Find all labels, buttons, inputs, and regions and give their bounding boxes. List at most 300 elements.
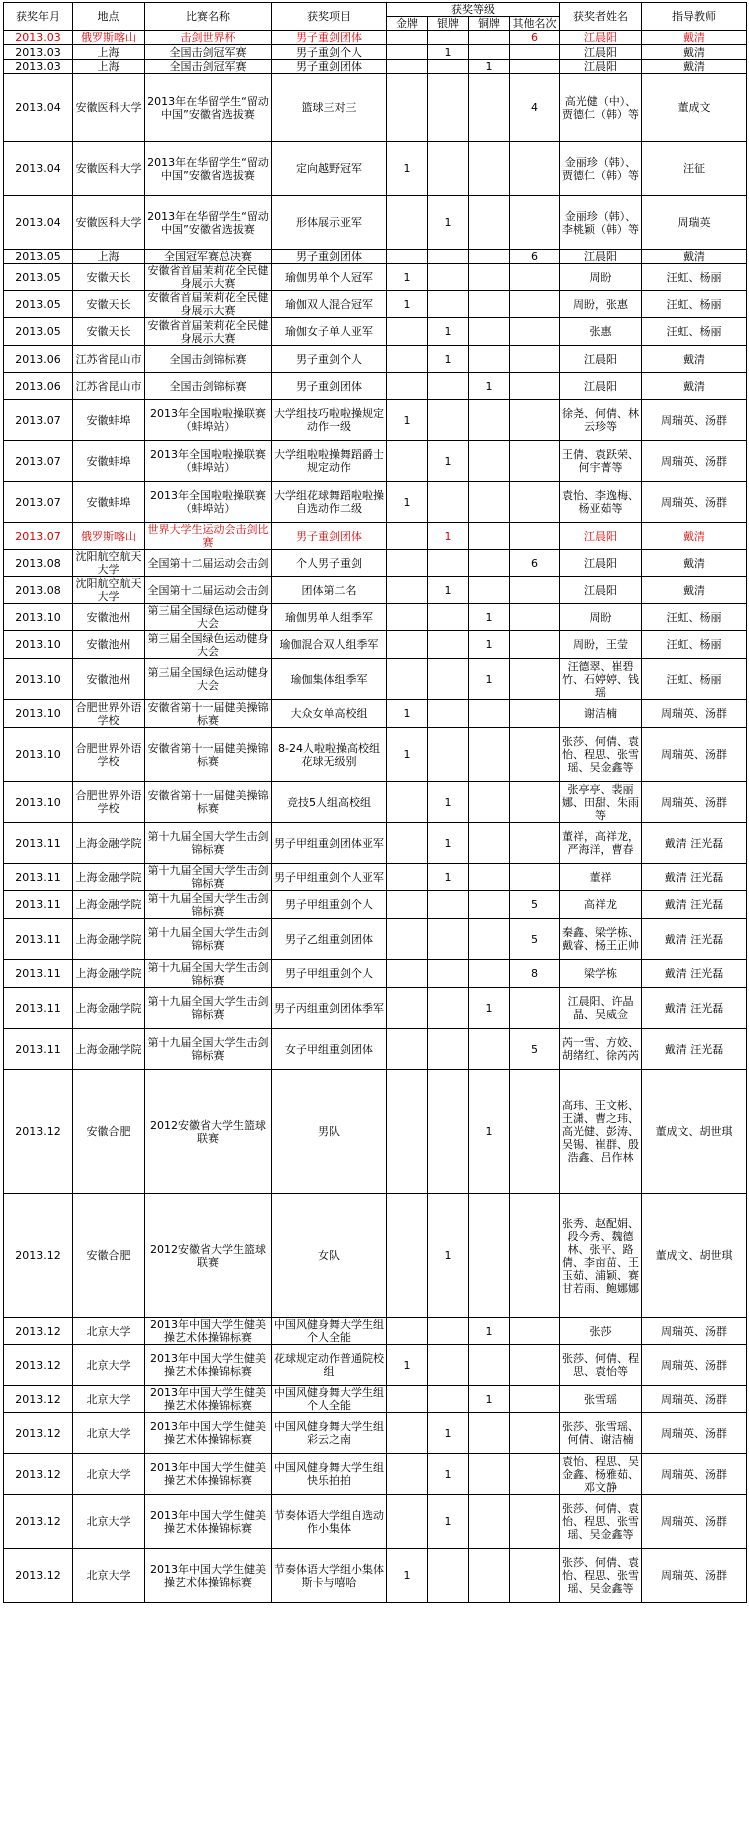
cell-gold (387, 1386, 428, 1413)
cell-other (510, 1318, 560, 1345)
cell-item: 大学组花球舞蹈啦啦操自选动作二级 (272, 482, 387, 523)
cell-date: 2013.11 (4, 960, 73, 988)
cell-place: 安徽合肥 (73, 1194, 145, 1318)
cell-event: 全国击剑冠军赛 (145, 45, 272, 60)
award-rows (4, 31, 747, 1603)
cell-winner: 江晨阳 (560, 45, 642, 60)
cell-coach: 汪虹、杨丽 (642, 318, 747, 346)
cell-gold (387, 988, 428, 1029)
cell-winner: 张莎 (560, 1318, 642, 1345)
cell-item: 男子甲组重剑团体亚军 (272, 823, 387, 864)
cell-winner: 周盼 (560, 604, 642, 631)
cell-bronze: 1 (469, 659, 510, 700)
header-coach: 指导教师 (642, 3, 747, 31)
cell-other: 8 (510, 960, 560, 988)
cell-winner: 周盼，张惠 (560, 291, 642, 318)
cell-bronze: 1 (469, 60, 510, 74)
cell-bronze (469, 891, 510, 919)
cell-place: 上海金融学院 (73, 891, 145, 919)
cell-silver (428, 250, 469, 264)
cell-item: 瑜伽男单人组季军 (272, 604, 387, 631)
cell-date: 2013.07 (4, 523, 73, 550)
cell-bronze (469, 1495, 510, 1549)
cell-place: 北京大学 (73, 1386, 145, 1413)
cell-other (510, 45, 560, 60)
cell-other: 6 (510, 31, 560, 45)
cell-coach: 周瑞英、汤群 (642, 1318, 747, 1345)
cell-place: 合肥世界外语学校 (73, 728, 145, 782)
header-event: 比赛名称 (145, 3, 272, 31)
cell-item: 节奏体语大学组小集体斯卡与嘻哈 (272, 1549, 387, 1603)
cell-place: 合肥世界外语学校 (73, 782, 145, 823)
cell-silver (428, 1029, 469, 1070)
cell-silver: 1 (428, 1495, 469, 1549)
cell-item: 中国风健身舞大学生组个人全能 (272, 1386, 387, 1413)
cell-winner: 江晨阳 (560, 346, 642, 373)
cell-date: 2013.12 (4, 1386, 73, 1413)
cell-item: 瑜伽男单个人冠军 (272, 264, 387, 291)
cell-winner: 江晨阳 (560, 373, 642, 400)
cell-gold (387, 250, 428, 264)
cell-event: 全国击剑锦标赛 (145, 373, 272, 400)
cell-event: 2013年在华留学生“留动中国”安徽省选拔赛 (145, 196, 272, 250)
cell-bronze (469, 523, 510, 550)
cell-place: 安徽蚌埠 (73, 441, 145, 482)
cell-winner: 袁怡、李逸梅、杨亚茹等 (560, 482, 642, 523)
cell-silver (428, 373, 469, 400)
cell-item: 男子重剑团体 (272, 31, 387, 45)
cell-event: 全国击剑锦标赛 (145, 346, 272, 373)
cell-bronze (469, 864, 510, 891)
cell-place: 上海金融学院 (73, 919, 145, 960)
table-row (4, 60, 747, 74)
cell-event: 安徽省首届茉莉花全民健身展示大赛 (145, 291, 272, 318)
cell-place: 江苏省昆山市 (73, 346, 145, 373)
table-row (4, 782, 747, 823)
cell-gold (387, 441, 428, 482)
table-row (4, 604, 747, 631)
cell-coach: 戴清 汪光磊 (642, 1029, 747, 1070)
cell-bronze: 1 (469, 373, 510, 400)
cell-silver (428, 60, 469, 74)
cell-gold (387, 31, 428, 45)
cell-gold (387, 60, 428, 74)
table-row (4, 400, 747, 441)
cell-gold: 1 (387, 1549, 428, 1603)
cell-item: 女队 (272, 1194, 387, 1318)
cell-item: 中国风健身舞大学生组彩云之南 (272, 1413, 387, 1454)
cell-place: 安徽医科大学 (73, 196, 145, 250)
cell-item: 男子丙组重剑团体季军 (272, 988, 387, 1029)
cell-coach: 戴清 (642, 45, 747, 60)
cell-other (510, 700, 560, 728)
cell-item: 男子甲组重剑个人 (272, 891, 387, 919)
table-row (4, 45, 747, 60)
cell-place: 安徽池州 (73, 604, 145, 631)
cell-other (510, 988, 560, 1029)
cell-item: 团体第二名 (272, 577, 387, 604)
cell-winner: 江晨阳、许晶晶、吴威佥 (560, 988, 642, 1029)
cell-gold (387, 1454, 428, 1495)
cell-date: 2013.06 (4, 373, 73, 400)
table-row (4, 74, 747, 142)
cell-bronze (469, 1454, 510, 1495)
cell-item: 大众女单高校组 (272, 700, 387, 728)
cell-event: 第十九届全国大学生击剑锦标赛 (145, 823, 272, 864)
cell-event: 2013年全国啦啦操联赛（蚌埠站） (145, 400, 272, 441)
cell-place: 俄罗斯喀山 (73, 523, 145, 550)
cell-date: 2013.12 (4, 1413, 73, 1454)
cell-date: 2013.03 (4, 60, 73, 74)
cell-silver: 1 (428, 1194, 469, 1318)
cell-date: 2013.10 (4, 659, 73, 700)
cell-winner: 董祥 (560, 864, 642, 891)
cell-event: 2013年中国大学生健美操艺术体操锦标赛 (145, 1495, 272, 1549)
cell-event: 第三届全国绿色运动健身大会 (145, 604, 272, 631)
cell-winner: 高光健（中）、贾德仁（韩）等 (560, 74, 642, 142)
cell-winner: 张莎、何倩、袁怡、程思、张雪瑶、吴金鑫等 (560, 728, 642, 782)
cell-place: 安徽蚌埠 (73, 482, 145, 523)
header-silver: 银牌 (428, 17, 469, 31)
cell-place: 上海金融学院 (73, 960, 145, 988)
cell-event: 全国第十二届运动会击剑 (145, 550, 272, 577)
cell-gold: 1 (387, 482, 428, 523)
cell-date: 2013.05 (4, 291, 73, 318)
table-row (4, 1318, 747, 1345)
cell-coach: 戴清 (642, 577, 747, 604)
cell-event: 世界大学生运动会击剑比赛 (145, 523, 272, 550)
cell-event: 安徽省第十一届健美操锦标赛 (145, 782, 272, 823)
cell-gold: 1 (387, 400, 428, 441)
cell-other (510, 1495, 560, 1549)
table-row (4, 523, 747, 550)
table-row (4, 1029, 747, 1070)
table-row (4, 1070, 747, 1194)
cell-bronze (469, 1345, 510, 1386)
cell-event: 第十九届全国大学生击剑锦标赛 (145, 1029, 272, 1070)
cell-gold (387, 523, 428, 550)
cell-winner: 江晨阳 (560, 577, 642, 604)
header-place: 地点 (73, 3, 145, 31)
cell-date: 2013.07 (4, 482, 73, 523)
header-other: 其他名次 (510, 17, 560, 31)
cell-other (510, 604, 560, 631)
cell-coach: 汪虹、杨丽 (642, 659, 747, 700)
cell-other (510, 142, 560, 196)
cell-place: 安徽天长 (73, 291, 145, 318)
cell-other (510, 373, 560, 400)
cell-silver (428, 31, 469, 45)
cell-coach: 戴清 汪光磊 (642, 891, 747, 919)
cell-bronze (469, 74, 510, 142)
cell-other (510, 864, 560, 891)
cell-place: 安徽合肥 (73, 1070, 145, 1194)
cell-gold: 1 (387, 291, 428, 318)
cell-item: 大学组啦啦操舞蹈爵士规定动作 (272, 441, 387, 482)
table-row (4, 631, 747, 659)
cell-coach: 汪虹、杨丽 (642, 604, 747, 631)
cell-winner: 徐尧、何倩、林云珍等 (560, 400, 642, 441)
cell-item: 竞技5人组高校组 (272, 782, 387, 823)
cell-silver: 1 (428, 346, 469, 373)
cell-event: 安徽省首届茉莉花全民健身展示大赛 (145, 264, 272, 291)
cell-date: 2013.11 (4, 988, 73, 1029)
cell-other (510, 196, 560, 250)
cell-silver (428, 550, 469, 577)
cell-date: 2013.11 (4, 864, 73, 891)
cell-bronze (469, 441, 510, 482)
cell-coach: 周瑞英、汤群 (642, 1413, 747, 1454)
cell-event: 第十九届全国大学生击剑锦标赛 (145, 891, 272, 919)
cell-bronze: 1 (469, 988, 510, 1029)
cell-bronze (469, 45, 510, 60)
cell-winner: 秦鑫、梁学栋、戴睿、杨王正帅 (560, 919, 642, 960)
cell-item: 男子甲组重剑个人 (272, 960, 387, 988)
cell-bronze: 1 (469, 1318, 510, 1345)
cell-item: 篮球三对三 (272, 74, 387, 142)
cell-date: 2013.12 (4, 1549, 73, 1603)
cell-bronze (469, 577, 510, 604)
table-row (4, 577, 747, 604)
cell-item: 8-24人啦啦操高校组花球无级别 (272, 728, 387, 782)
cell-place: 江苏省昆山市 (73, 373, 145, 400)
cell-item: 瑜伽集体组季军 (272, 659, 387, 700)
cell-date: 2013.12 (4, 1495, 73, 1549)
cell-date: 2013.11 (4, 823, 73, 864)
cell-date: 2013.12 (4, 1194, 73, 1318)
cell-event: 第三届全国绿色运动健身大会 (145, 659, 272, 700)
cell-bronze (469, 142, 510, 196)
cell-other: 5 (510, 891, 560, 919)
cell-winner: 张雪瑶 (560, 1386, 642, 1413)
cell-silver: 1 (428, 1454, 469, 1495)
cell-winner: 张莎、何倩、袁怡、程思、张雪瑶、吴金鑫等 (560, 1495, 642, 1549)
cell-winner: 张惠 (560, 318, 642, 346)
cell-winner: 金丽珍（韩）、贾德仁（韩）等 (560, 142, 642, 196)
cell-other (510, 441, 560, 482)
cell-date: 2013.05 (4, 250, 73, 264)
cell-other (510, 1194, 560, 1318)
cell-gold (387, 919, 428, 960)
cell-item: 男子重剑团体 (272, 250, 387, 264)
cell-coach: 董成文、胡世琪 (642, 1194, 747, 1318)
cell-coach: 周瑞英、汤群 (642, 482, 747, 523)
cell-event: 全国冠军赛总决赛 (145, 250, 272, 264)
cell-silver (428, 400, 469, 441)
cell-winner: 芮一雪、方姣、胡绪红、徐芮芮 (560, 1029, 642, 1070)
cell-coach: 戴清 (642, 60, 747, 74)
cell-silver: 1 (428, 864, 469, 891)
cell-gold (387, 960, 428, 988)
cell-other (510, 1345, 560, 1386)
cell-gold (387, 823, 428, 864)
cell-date: 2013.04 (4, 196, 73, 250)
cell-silver (428, 891, 469, 919)
cell-place: 沈阳航空航天大学 (73, 577, 145, 604)
cell-date: 2013.04 (4, 74, 73, 142)
cell-coach: 周瑞英、汤群 (642, 400, 747, 441)
cell-place: 安徽池州 (73, 631, 145, 659)
cell-place: 北京大学 (73, 1454, 145, 1495)
cell-winner: 周盼，王莹 (560, 631, 642, 659)
table-row (4, 1549, 747, 1603)
cell-winner: 江晨阳 (560, 250, 642, 264)
table-row (4, 728, 747, 782)
cell-other (510, 1454, 560, 1495)
cell-bronze (469, 782, 510, 823)
header-date: 获奖年月 (4, 3, 73, 31)
cell-bronze: 1 (469, 1070, 510, 1194)
cell-gold (387, 45, 428, 60)
cell-coach: 周瑞英 (642, 196, 747, 250)
cell-silver (428, 631, 469, 659)
cell-coach: 戴清 (642, 31, 747, 45)
cell-bronze (469, 318, 510, 346)
cell-silver: 1 (428, 823, 469, 864)
cell-event: 第十九届全国大学生击剑锦标赛 (145, 919, 272, 960)
cell-date: 2013.11 (4, 919, 73, 960)
cell-gold (387, 550, 428, 577)
table-row (4, 659, 747, 700)
table-row (4, 31, 747, 45)
cell-event: 击剑世界杯 (145, 31, 272, 45)
cell-date: 2013.12 (4, 1318, 73, 1345)
cell-date: 2013.12 (4, 1454, 73, 1495)
cell-silver (428, 1345, 469, 1386)
cell-place: 安徽医科大学 (73, 142, 145, 196)
cell-item: 个人男子重剑 (272, 550, 387, 577)
cell-bronze (469, 550, 510, 577)
table-row (4, 346, 747, 373)
cell-silver (428, 482, 469, 523)
cell-bronze (469, 1549, 510, 1603)
cell-bronze (469, 919, 510, 960)
cell-place: 安徽天长 (73, 264, 145, 291)
cell-event: 第三届全国绿色运动健身大会 (145, 631, 272, 659)
cell-item: 男子重剑团体 (272, 523, 387, 550)
cell-coach: 周瑞英、汤群 (642, 1495, 747, 1549)
cell-other (510, 1413, 560, 1454)
cell-place: 安徽蚌埠 (73, 400, 145, 441)
cell-date: 2013.10 (4, 782, 73, 823)
cell-other (510, 728, 560, 782)
cell-silver: 1 (428, 782, 469, 823)
cell-event: 第十九届全国大学生击剑锦标赛 (145, 864, 272, 891)
cell-winner: 汪德翠、崔碧竹、石婷婷、钱瑶 (560, 659, 642, 700)
cell-silver (428, 960, 469, 988)
table-row (4, 142, 747, 196)
table-row (4, 1386, 747, 1413)
table-row (4, 1495, 747, 1549)
cell-coach: 周瑞英、汤群 (642, 1549, 747, 1603)
cell-silver: 1 (428, 196, 469, 250)
cell-gold (387, 604, 428, 631)
cell-winner: 张秀、赵配娟、段今秀、魏德林、张平、路倩、李亩苗、王玉茹、浦颖、赛甘若雨、鲍娜娜 (560, 1194, 642, 1318)
cell-place: 上海金融学院 (73, 988, 145, 1029)
cell-coach: 戴清 (642, 373, 747, 400)
cell-silver: 1 (428, 441, 469, 482)
cell-silver (428, 604, 469, 631)
cell-place: 安徽天长 (73, 318, 145, 346)
cell-silver (428, 264, 469, 291)
cell-silver (428, 1318, 469, 1345)
table-row (4, 919, 747, 960)
table-row (4, 482, 747, 523)
cell-event: 安徽省第十一届健美操锦标赛 (145, 728, 272, 782)
cell-gold (387, 782, 428, 823)
cell-silver (428, 728, 469, 782)
cell-winner: 张莎、何倩、袁怡、程思、张雪瑶、吴金鑫等 (560, 1549, 642, 1603)
cell-item: 定向越野冠军 (272, 142, 387, 196)
cell-item: 男子重剑团体 (272, 60, 387, 74)
cell-date: 2013.11 (4, 1029, 73, 1070)
cell-item: 女子甲组重剑团体 (272, 1029, 387, 1070)
cell-item: 花球规定动作普通院校组 (272, 1345, 387, 1386)
cell-coach: 汪虹、杨丽 (642, 631, 747, 659)
cell-place: 安徽医科大学 (73, 74, 145, 142)
cell-other: 4 (510, 74, 560, 142)
cell-gold (387, 196, 428, 250)
cell-place: 北京大学 (73, 1345, 145, 1386)
cell-place: 北京大学 (73, 1413, 145, 1454)
cell-winner: 张亭亭、裴丽娜、田甜、朱雨等 (560, 782, 642, 823)
cell-other (510, 291, 560, 318)
cell-winner: 江晨阳 (560, 31, 642, 45)
cell-bronze (469, 291, 510, 318)
cell-gold (387, 1413, 428, 1454)
cell-other (510, 577, 560, 604)
cell-bronze: 1 (469, 631, 510, 659)
cell-gold (387, 373, 428, 400)
cell-date: 2013.03 (4, 45, 73, 60)
cell-other (510, 523, 560, 550)
cell-event: 安徽省第十一届健美操锦标赛 (145, 700, 272, 728)
cell-silver: 1 (428, 523, 469, 550)
cell-date: 2013.07 (4, 441, 73, 482)
cell-winner: 梁学栋 (560, 960, 642, 988)
cell-silver (428, 988, 469, 1029)
cell-place: 北京大学 (73, 1318, 145, 1345)
cell-place: 北京大学 (73, 1495, 145, 1549)
cell-gold (387, 346, 428, 373)
cell-silver: 1 (428, 318, 469, 346)
cell-event: 第十九届全国大学生击剑锦标赛 (145, 960, 272, 988)
table-row (4, 1454, 747, 1495)
cell-gold (387, 1070, 428, 1194)
cell-coach: 戴清 汪光磊 (642, 919, 747, 960)
cell-date: 2013.11 (4, 891, 73, 919)
cell-winner: 江晨阳 (560, 60, 642, 74)
cell-other: 6 (510, 250, 560, 264)
cell-coach: 汪征 (642, 142, 747, 196)
cell-gold (387, 577, 428, 604)
cell-gold (387, 1029, 428, 1070)
cell-item: 男子甲组重剑个人亚军 (272, 864, 387, 891)
cell-date: 2013.03 (4, 31, 73, 45)
cell-other (510, 482, 560, 523)
cell-coach: 戴清 汪光磊 (642, 988, 747, 1029)
cell-event: 2013年全国啦啦操联赛（蚌埠站） (145, 441, 272, 482)
cell-gold (387, 864, 428, 891)
cell-date: 2013.08 (4, 577, 73, 604)
cell-gold: 1 (387, 142, 428, 196)
cell-place: 上海 (73, 250, 145, 264)
cell-coach: 周瑞英、汤群 (642, 700, 747, 728)
cell-gold (387, 631, 428, 659)
cell-item: 中国风健身舞大学生组快乐拍拍 (272, 1454, 387, 1495)
cell-gold (387, 1318, 428, 1345)
cell-item: 男队 (272, 1070, 387, 1194)
